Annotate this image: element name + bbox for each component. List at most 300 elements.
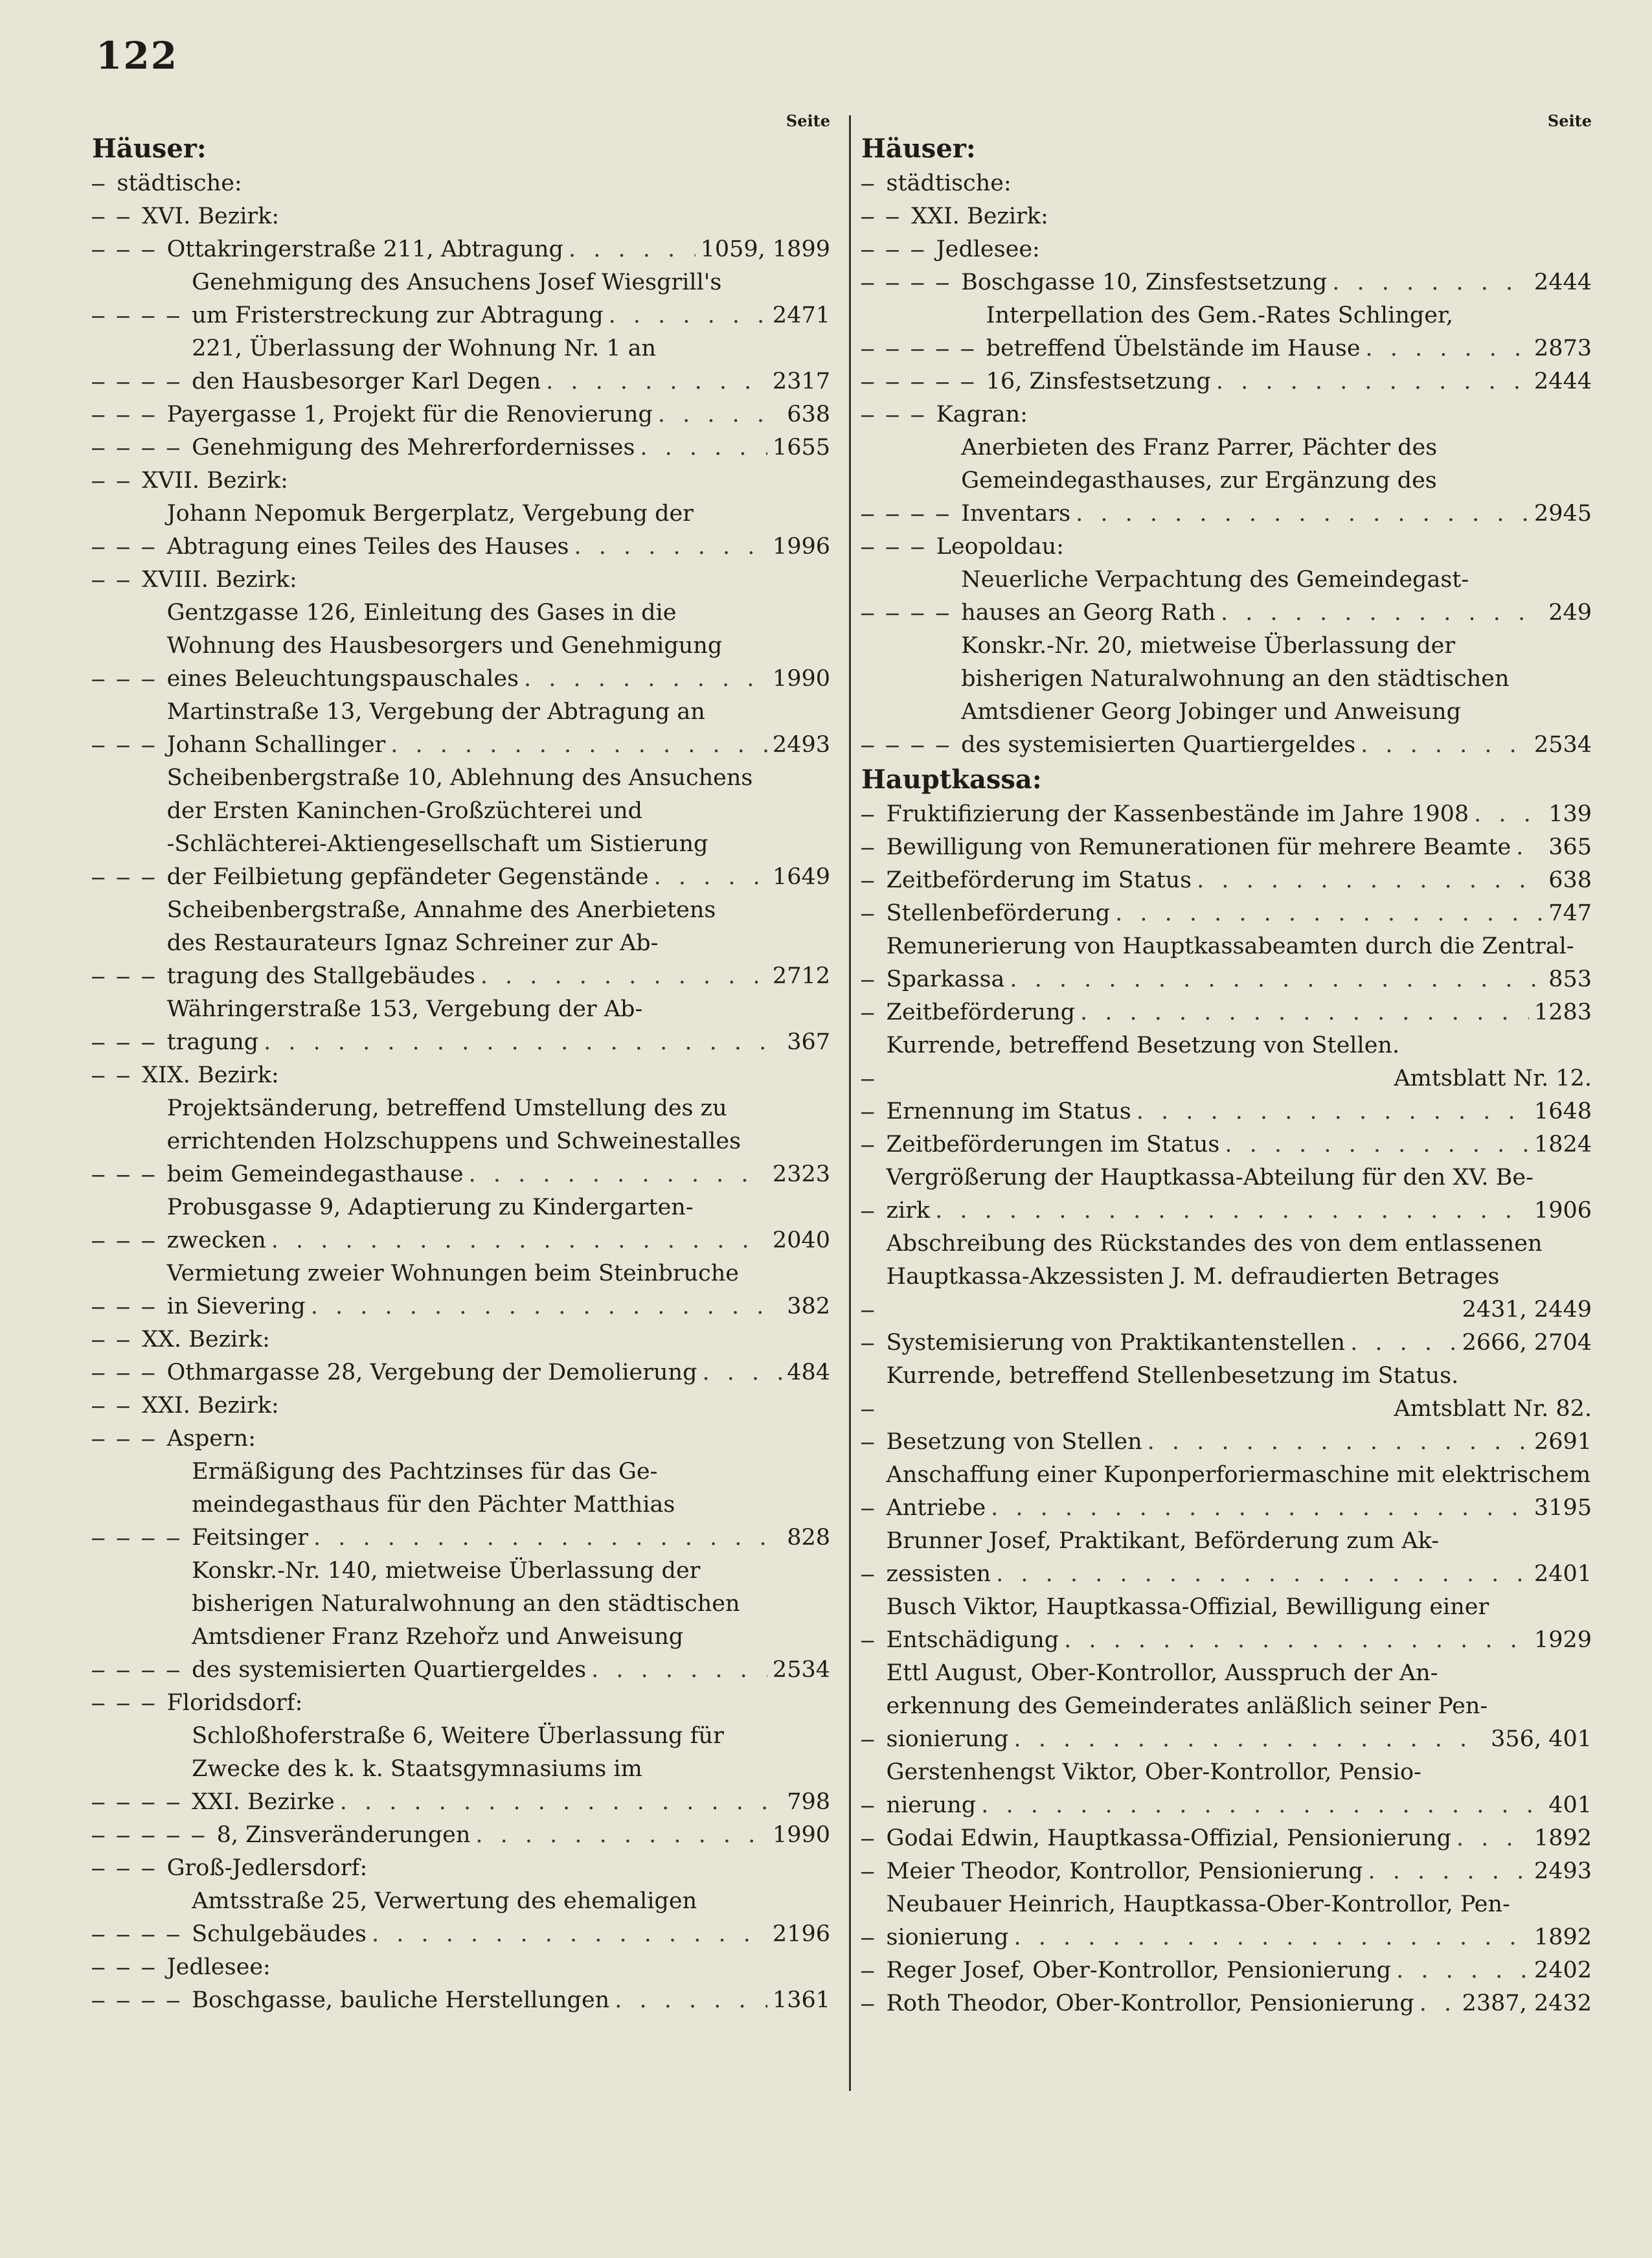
entry-text: zwecken: [166, 1227, 266, 1253]
entry-body: [961, 564, 1592, 630]
page-reference: 638: [787, 402, 830, 428]
entry-dash: —: [861, 901, 887, 926]
entry-body: [936, 530, 1592, 564]
entry-dash: — — —: [92, 865, 167, 889]
entry-line: [167, 1687, 830, 1720]
index-entry: [92, 1819, 830, 1852]
dot-leader: [1137, 1095, 1529, 1128]
entry-text: städtische:: [117, 170, 242, 196]
entry-line: [961, 663, 1592, 696]
entry-dash: — — —: [92, 964, 167, 988]
entry-dash: — —: [92, 468, 142, 493]
entry-text: betreffend Übelstände im Hause: [986, 336, 1361, 361]
entry-body: [167, 1687, 830, 1720]
entry-text: Genehmigung des Mehrerfordernisses: [192, 435, 635, 461]
entry-line: [887, 1855, 1592, 1888]
dot-leader: [546, 365, 767, 398]
entry-line: [887, 1360, 1592, 1393]
entry-text: in Sievering: [166, 1294, 306, 1319]
entry-text: Amtsdiener Georg Jobinger und Anweisung: [961, 699, 1462, 725]
page-reference: 249: [1548, 600, 1592, 626]
entry-dash: — — —: [92, 1228, 167, 1253]
entry-text: Zwecke des k. k. Staatsgymnasiums im: [192, 1756, 642, 1782]
entry-text: Ottakringerstraße 211, Abtragung: [166, 236, 563, 262]
entry-body: [192, 266, 830, 332]
dot-leader: [1115, 897, 1543, 930]
dot-leader: [591, 1654, 767, 1687]
entry-line: [167, 233, 830, 266]
entry-dash: —: [861, 171, 887, 196]
page-reference: 1059, 1899: [700, 236, 830, 262]
entry-line: [192, 431, 830, 464]
entry-body: [192, 332, 830, 398]
dot-leader: [1197, 864, 1543, 897]
entry-body: [167, 597, 830, 696]
entry-line: [887, 1756, 1592, 1789]
entry-body: [142, 200, 830, 233]
entry-line: [961, 464, 1592, 497]
entry-body: [887, 1987, 1592, 2020]
dot-leader: [1366, 332, 1529, 365]
index-entry: [92, 1092, 830, 1191]
entry-list: [861, 167, 1592, 762]
page-reference: 747: [1548, 900, 1592, 926]
index-entry: [861, 1227, 1592, 1327]
page-reference: 2945: [1533, 501, 1592, 527]
dot-leader: [1368, 1855, 1529, 1888]
entry-line: [986, 299, 1592, 332]
entry-dash: — —: [92, 1063, 142, 1088]
entry-line: [167, 630, 830, 663]
entry-line: [887, 1161, 1592, 1194]
entry-dash: —: [861, 835, 887, 860]
entry-text: des systemisierten Quartiergeldes: [192, 1657, 587, 1683]
index-entry: [92, 597, 830, 696]
entry-text: XX. Bezirk:: [142, 1327, 270, 1352]
entry-dash: —: [861, 1793, 887, 1818]
entry-list: [92, 167, 830, 2017]
entry-line: [887, 1426, 1592, 1459]
entry-text: Neuerliche Verpachtung des Gemeindegast-: [961, 567, 1469, 593]
dot-leader: [615, 1984, 767, 2017]
page-reference: 2534: [1533, 732, 1592, 758]
index-entry: [92, 1455, 830, 1555]
entry-line: [887, 1095, 1592, 1128]
entry-line: [167, 497, 830, 530]
entry-dash: — — —: [92, 1955, 167, 1979]
entry-text: Konskr.-Nr. 20, mietweise Überlassung der: [961, 633, 1456, 659]
dot-leader: [372, 1918, 767, 1951]
entry-line: [887, 798, 1592, 831]
entry-body: [961, 630, 1592, 762]
entry-text: des systemisierten Quartiergeldes: [961, 732, 1356, 758]
entry-line: [167, 960, 830, 993]
entry-text: Zeitbeförderung: [886, 999, 1076, 1025]
dot-leader: [1225, 1128, 1529, 1161]
entry-line: [167, 1951, 830, 1984]
entry-text: nierung: [886, 1792, 977, 1818]
entry-body: [887, 864, 1592, 897]
entry-right-text: Amtsblatt Nr. 82.: [1394, 1396, 1592, 1422]
index-entry: [861, 233, 1592, 266]
entry-line: [192, 1621, 830, 1654]
entry-dash: — — — —: [92, 1790, 192, 1814]
index-entry: [861, 1327, 1592, 1360]
page-reference: 2444: [1533, 369, 1592, 394]
entry-line: [167, 696, 830, 729]
page-reference: 1655: [772, 435, 830, 461]
entry-body: [167, 1257, 830, 1323]
entry-text: meindegasthaus für den Pächter Matthias: [192, 1492, 675, 1518]
index-entry: [861, 1360, 1592, 1426]
entry-text: bisherigen Naturalwohnung an den städtischen: [192, 1591, 740, 1617]
dot-leader: [1361, 729, 1529, 762]
entry-line: [167, 1026, 830, 1059]
entry-line: [887, 1294, 1592, 1327]
entry-text: Neubauer Heinrich, Hauptkassa-Ober-Kontrollor, Pen-: [886, 1891, 1510, 1917]
entry-line: [167, 828, 830, 861]
index-entry: [92, 233, 830, 266]
entry-body: [167, 894, 830, 993]
entry-text: Genehmigung des Ansuchens Josef Wiesgrill's: [192, 269, 722, 295]
entry-text: Payergasse 1, Projekt für die Renovierung: [166, 402, 653, 428]
entry-line: [167, 1224, 830, 1257]
entry-line: [887, 864, 1592, 897]
index-entry: [92, 1885, 830, 1951]
entry-text: Johann Nepomuk Bergerplatz, Vergebung der: [166, 501, 694, 527]
index-entry: [92, 464, 830, 497]
entry-text: erkennung des Gemeinderates anläßlich seiner Pen-: [886, 1693, 1488, 1719]
index-entry: [861, 996, 1592, 1029]
entry-body: [887, 1161, 1592, 1227]
entry-text: um Fristerstreckung zur Abtragung: [192, 302, 604, 328]
entry-line: [192, 1488, 830, 1522]
entry-text: Amtsstraße 25, Verwertung des ehemaligen: [192, 1888, 697, 1914]
page-number: 122: [96, 34, 179, 78]
dot-leader: [1013, 1921, 1528, 1954]
entry-body: [887, 1128, 1592, 1161]
entry-dash: — —: [92, 204, 142, 229]
page-reference: 638: [1548, 867, 1592, 893]
index-entry: [92, 497, 830, 564]
entry-dash: — — — —: [861, 733, 962, 757]
entry-dash: — —: [861, 204, 912, 229]
dot-leader: [1516, 831, 1543, 864]
entry-line: [192, 1555, 830, 1588]
entry-line: [887, 1525, 1592, 1558]
entry-text: Schulgebäudes: [192, 1921, 367, 1947]
entry-line: [167, 1290, 830, 1323]
entry-line: [887, 1987, 1592, 2020]
entry-line: [167, 1356, 830, 1389]
entry-dash: — — —: [861, 534, 936, 559]
entry-text: XVIII. Bezirk:: [142, 567, 297, 593]
entry-dash: —: [861, 1925, 887, 1950]
entry-line: [961, 597, 1592, 630]
entry-text: Boschgasse 10, Zinsfestsetzung: [961, 269, 1328, 295]
dot-leader: [475, 1819, 767, 1852]
entry-text: beim Gemeindegasthause: [166, 1161, 464, 1187]
page-reference: 1824: [1533, 1132, 1592, 1158]
entry-dash: —: [861, 802, 887, 827]
entry-dash: — — — —: [92, 369, 192, 394]
entry-line: [887, 897, 1592, 930]
entry-line: [167, 927, 830, 960]
index-entry: [92, 993, 830, 1059]
entry-line: [167, 795, 830, 828]
entry-dash: — — —: [92, 667, 167, 691]
entry-body: [142, 1323, 830, 1356]
entry-line: [887, 1393, 1592, 1426]
entry-body: [887, 930, 1592, 996]
seite-label: Seite: [1547, 111, 1592, 130]
entry-dash: — — — —: [92, 303, 192, 328]
dot-leader: [1332, 266, 1529, 299]
entry-line: [887, 1128, 1592, 1161]
index-entry: [861, 897, 1592, 930]
entry-text: Kurrende, betreffend Stellenbesetzung im Status.: [886, 1363, 1459, 1389]
entry-dash: — — —: [92, 1360, 167, 1385]
entry-text: Stellenbeförderung: [886, 900, 1111, 926]
entry-line: [192, 1588, 830, 1621]
page-reference: 798: [787, 1789, 830, 1815]
page-reference: 1929: [1533, 1627, 1592, 1653]
entry-line: [961, 729, 1592, 762]
entry-body: [986, 299, 1592, 365]
dot-leader: [658, 398, 782, 431]
entry-line: [887, 1954, 1592, 1987]
entry-body: [117, 167, 830, 200]
entry-dash: —: [861, 868, 887, 893]
entry-text: Roth Theodor, Ober-Kontrollor, Pensionierung: [886, 1990, 1414, 2016]
dot-leader: [1456, 1822, 1529, 1855]
dot-leader: [1221, 597, 1543, 630]
entry-dash: — — —: [861, 237, 936, 262]
index-entry: [92, 266, 830, 332]
index-entry: [92, 894, 830, 993]
entry-body: [887, 1327, 1592, 1360]
index-entry: [861, 1954, 1592, 1987]
page-reference: 2493: [1533, 1858, 1592, 1884]
dot-leader: [481, 960, 767, 993]
entry-body: [887, 897, 1592, 930]
dot-leader: [640, 431, 767, 464]
dot-leader: [1013, 1723, 1486, 1756]
dot-leader: [981, 1789, 1543, 1822]
entry-text: Aspern:: [166, 1426, 256, 1452]
entry-text: Gemeindegasthauses, zur Ergänzung des: [961, 468, 1437, 494]
page-reference: 1990: [772, 1822, 830, 1848]
index-entry: [92, 1323, 830, 1356]
entry-dash: —: [861, 1991, 887, 2016]
index-entry: [92, 696, 830, 762]
entry-body: [887, 1525, 1592, 1591]
entry-text: Antriebe: [886, 1495, 986, 1521]
page-reference: 1892: [1533, 1825, 1592, 1851]
entry-body: [167, 1422, 830, 1455]
entry-body: [936, 398, 1592, 431]
entry-body: [192, 1984, 830, 2017]
index-entry: [861, 167, 1592, 200]
entry-dash: —: [861, 1727, 887, 1751]
index-entry: [861, 930, 1592, 996]
index-entry: [92, 200, 830, 233]
entry-text: Anerbieten des Franz Parrer, Pächter des: [961, 435, 1438, 461]
entry-text: des Restaurateurs Ignaz Schreiner zur Ab-: [166, 930, 659, 956]
entry-line: [887, 1624, 1592, 1657]
index-entry: [861, 864, 1592, 897]
entry-line: [961, 564, 1592, 597]
entry-text: Abschreibung des Rückstandes des von dem entlassenen: [886, 1231, 1543, 1257]
entry-body: [887, 1657, 1592, 1756]
entry-body: [887, 1888, 1592, 1954]
dot-leader: [569, 233, 696, 266]
entry-body: [167, 233, 830, 266]
page-reference: 1649: [772, 864, 830, 890]
page-reference: 1906: [1533, 1198, 1592, 1224]
entry-dash: —: [861, 967, 887, 992]
entry-body: [887, 1360, 1592, 1426]
entry-dash: — —: [92, 1393, 142, 1418]
index-entry: [92, 1389, 830, 1422]
entry-body: [961, 431, 1592, 530]
page-reference: 2196: [772, 1921, 830, 1947]
page-reference: 139: [1548, 801, 1592, 827]
page-reference: 401: [1548, 1792, 1592, 1818]
entry-text: bisherigen Naturalwohnung an den städtischen: [961, 666, 1510, 692]
dot-leader: [574, 530, 767, 564]
entry-line: [167, 1125, 830, 1158]
seite-label: Seite: [786, 111, 830, 130]
entry-dash: — — — — —: [92, 1823, 217, 1847]
entry-text: Othmargasse 28, Vergebung der Demolierung: [166, 1360, 697, 1386]
index-entry: [861, 200, 1592, 233]
entry-line: [192, 1720, 830, 1753]
page-reference: 2471: [772, 302, 830, 328]
entry-dash: — — — — —: [861, 336, 986, 361]
entry-line: [936, 530, 1592, 564]
page-reference: 3195: [1533, 1495, 1592, 1521]
page-reference: 356, 401: [1491, 1726, 1592, 1752]
dot-leader: [1350, 1327, 1457, 1360]
entry-line: [887, 1558, 1592, 1591]
index-entry: [861, 831, 1592, 864]
entry-text: -Schlächterei-Aktiengesellschaft um Sistierung: [166, 831, 708, 857]
entry-text: Vermietung zweier Wohnungen beim Steinbruche: [166, 1260, 740, 1286]
entry-dash: —: [861, 1958, 887, 1983]
entry-line: [887, 1062, 1592, 1095]
dot-leader: [264, 1026, 782, 1059]
entry-body: [142, 464, 830, 497]
entry-dash: — — —: [861, 402, 936, 427]
entry-body: [167, 696, 830, 762]
entry-text: Feitsinger: [192, 1525, 309, 1551]
entry-line: [167, 398, 830, 431]
dot-leader: [1474, 798, 1543, 831]
entry-body: [192, 431, 830, 464]
page-reference: 1361: [772, 1987, 830, 2013]
entry-line: [192, 332, 830, 365]
entry-text: Floridsdorf:: [166, 1690, 303, 1716]
index-entry: [92, 1257, 830, 1323]
entry-text: Fruktifizierung der Kassenbestände im Jahre 1908: [886, 801, 1469, 827]
entry-dash: — — —: [92, 534, 167, 559]
index-entry: [92, 1422, 830, 1455]
index-entry: [92, 1059, 830, 1092]
entry-text: der Ersten Kaninchen-Großzüchterei und: [166, 798, 643, 824]
entry-body: [167, 993, 830, 1059]
entry-line: [961, 431, 1592, 464]
section-heading: Häuser:: [92, 133, 207, 164]
entry-line: [887, 930, 1592, 963]
entry-text: zessisten: [886, 1561, 991, 1587]
entry-line: [887, 1723, 1592, 1756]
entry-dash: —: [92, 171, 117, 196]
entry-text: Ermäßigung des Pachtzinses für das Ge-: [192, 1459, 658, 1485]
entry-text: XXI. Bezirk:: [911, 203, 1048, 229]
entry-text: Währingerstraße 153, Vergebung der Ab-: [166, 996, 643, 1022]
index-entry: [92, 167, 830, 200]
entry-body: [887, 1756, 1592, 1822]
entry-text: Busch Viktor, Hauptkassa-Offizial, Bewilligung einer: [886, 1594, 1489, 1620]
entry-line: [167, 762, 830, 795]
dot-leader: [1010, 963, 1543, 996]
entry-line: [167, 1852, 830, 1885]
entry-dash: —: [861, 1330, 887, 1355]
page-reference: 484: [787, 1360, 830, 1386]
entry-dash: —: [861, 1198, 887, 1223]
entry-text: Leopoldau:: [936, 534, 1064, 560]
entry-line: [961, 497, 1592, 530]
entry-text: hauses an Georg Rath: [961, 600, 1216, 626]
entry-text: tragung des Stallgebäudes: [166, 963, 475, 989]
entry-line: [887, 831, 1592, 864]
dot-leader: [469, 1158, 767, 1191]
page-reference: 367: [787, 1029, 830, 1055]
entry-line: [887, 1591, 1592, 1624]
entry-body: [887, 1954, 1592, 1987]
page-reference: 1648: [1533, 1099, 1592, 1124]
entry-body: [192, 1720, 830, 1819]
index-entry: [861, 1888, 1592, 1954]
entry-dash: — — — — —: [861, 369, 986, 394]
index-entry: [861, 630, 1592, 762]
entry-line: [936, 398, 1592, 431]
entry-line: [117, 167, 830, 200]
index-entry: [92, 1356, 830, 1389]
entry-line: [192, 365, 830, 398]
index-entry: [92, 1951, 830, 1984]
dot-leader: [1396, 1954, 1529, 1987]
index-entry: [92, 1984, 830, 2017]
entry-body: [142, 564, 830, 597]
entry-text: Scheibenbergstraße 10, Ablehnung des Ansuchens: [166, 765, 753, 791]
right-column: [861, 111, 1592, 2020]
entry-body: [167, 398, 830, 431]
entry-body: [167, 1356, 830, 1389]
entry-body: [192, 1885, 830, 1951]
entry-text: sionierung: [886, 1726, 1009, 1752]
entry-text: Kagran:: [936, 402, 1028, 428]
index-entry: [861, 365, 1592, 398]
entry-body: [887, 1855, 1592, 1888]
entry-text: Jedlesee:: [936, 236, 1040, 262]
entry-dash: —: [861, 1562, 887, 1586]
entry-text: Wohnung des Hausbesorgers und Genehmigung: [166, 633, 723, 659]
entry-body: [887, 996, 1592, 1029]
page-reference: 2401: [1533, 1561, 1592, 1587]
page-reference: 1990: [772, 666, 830, 692]
